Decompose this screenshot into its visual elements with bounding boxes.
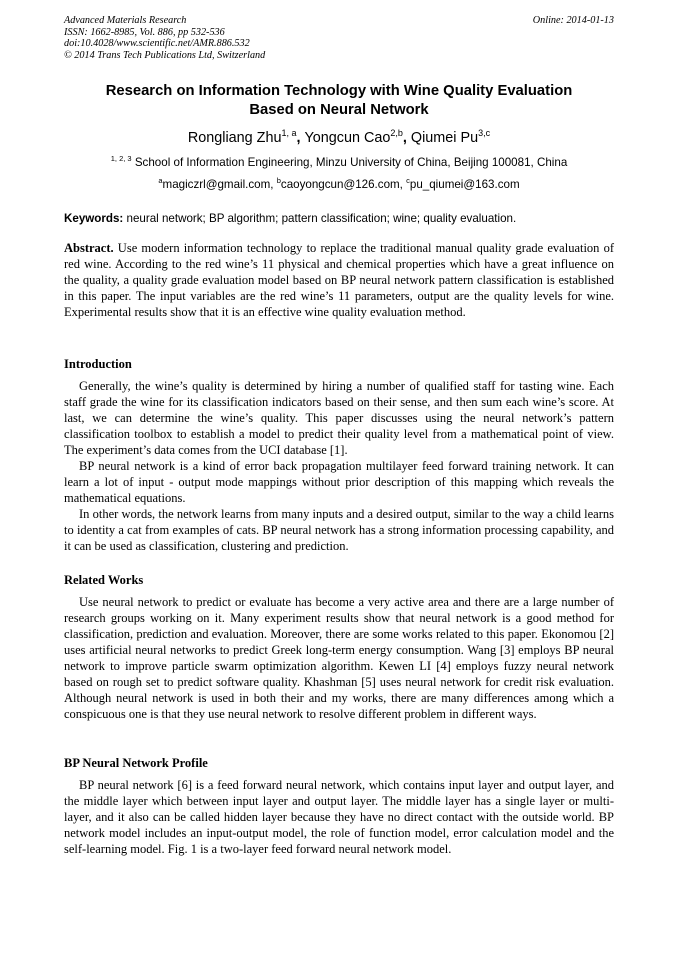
abstract-text: Use modern information technology to replace the traditional manual quality grade evaluation of red wine. According to the red wine’s 11 physical and chemical properties which have a great influence on the quality, a quality grade evaluation model based on BP neural network pattern classification is established in this paper. The input variables are the red wine’s 11 parameters, output are the quality levels for wine. Experimental results show that it is an effective wine quality evaluation method.	[64, 241, 614, 319]
journal-copyright: © 2014 Trans Tech Publications Ltd, Switzerland	[64, 49, 266, 61]
affiliation	[40, 156, 638, 170]
paper-title-line-1: Research on Information Technology with Wine Quality Evaluation	[105, 83, 573, 99]
email-address: pu_qiumei@163.com	[409, 178, 520, 191]
keywords-text: neural network; BP algorithm; pattern classification; wine; quality evaluation.	[126, 212, 517, 225]
paragraph: BP neural network [6] is a feed forward neural network, which contains input layer and output layer, and the middle layer which between input layer and output layer. The middle layer has a single layer or multi-layer, and it also can be called hidden layer because they have no direct contact with the outside world. BP network model includes an input-output model, the role of function model, error calculation model and the self-learning model. Fig. 1 is a two-layer feed forward neural network model.	[64, 778, 614, 856]
email-mark: a	[158, 176, 163, 185]
section-introduction	[64, 378, 614, 554]
email-list	[40, 178, 638, 192]
author-affiliation-mark: 2,b	[390, 128, 403, 138]
section-related-works	[64, 594, 614, 722]
paragraph: BP neural network is a kind of error back propagation multilayer feed forward training network. It can learn a lot of input - output mode mappings without prior description of this mapping which reveals the mathematical equations.	[64, 459, 614, 505]
journal-doi: doi:10.4028/www.scientific.net/AMR.886.532	[64, 38, 250, 50]
paragraph: Generally, the wine’s quality is determined by hiring a number of qualified staff for tasting wine. Each staff grade the wine for its classification indicators based on their sense, and then sum each wine’s score. At last, we can determine the wine’s quality. This paper discusses using the neural network’s pattern classification toolbox to establish a model to predict their quality level from a mathematical point of view. The experiment’s data comes from the UCI database [1].	[64, 379, 614, 457]
author-name: Qiumei Pu	[410, 130, 479, 146]
keywords	[64, 212, 616, 226]
keywords-label: Keywords:	[64, 212, 124, 225]
section-heading-introduction: Introduction	[64, 357, 132, 371]
paragraph: In other words, the network learns from many inputs and a desired output, similar to the way a child learns to identity a cat from examples of cats. BP neural network has a strong information processing capability, and it can be used as classification, clustering and prediction.	[64, 507, 614, 553]
journal-issn: ISSN: 1662-8985, Vol. 886, pp 532-536	[64, 26, 225, 38]
paragraph: Use neural network to predict or evaluate has become a very active area and there are a large number of research groups working on it. Many experiment results show that neural network is a good method for classification, prediction and evaluation. Moreover, there are some works related to this paper. Ekonomou [2] uses artificial neural networks to predict Greek long-term energy consumption. Wang [3] employs BP neural network to improve particle swarm optimization algorithm. Kewen LI [4] employs fuzzy neural network based on rough set to predict software quality. Khashman [5] uses neural network for credit risk evaluation. Although neural network is used in both their and my works, there are many differences among which a conspicuous one is that they use neural network to resolve different problem in different ways.	[64, 595, 614, 721]
author-name: Rongliang Zhu	[187, 130, 282, 146]
author-affiliation-mark: 3,c	[478, 128, 491, 138]
email-mark: b	[276, 176, 281, 185]
online-date	[533, 15, 614, 27]
paper-title-line-2: Based on Neural Network	[249, 102, 429, 118]
abstract	[64, 240, 614, 320]
author-list: Rongliang Zhu$^{1, a}$, Yongcun Cao$^{2,b}$, Qiumei Pu$^{3,c}$	[187, 128, 491, 146]
journal-name: Advanced Materials Research	[64, 15, 187, 26]
email-mark: c	[406, 176, 410, 185]
author-affiliation-mark: 1, a	[281, 128, 297, 138]
section-bp-profile	[64, 777, 614, 857]
section-heading-related-works: Related Works	[64, 573, 144, 587]
journal-header	[64, 15, 265, 61]
author-name: Yongcun Cao	[304, 130, 391, 146]
email-address: caoyongcun@126.com,	[280, 178, 403, 191]
online-date-text: Online: 2014-01-13	[532, 15, 614, 26]
email-address: magiczrl@gmail.com,	[162, 178, 274, 191]
affiliation-mark: 1, 2, 3	[110, 154, 132, 163]
paper-title	[40, 82, 638, 120]
affiliation-text: School of Information Engineering, Minzu University of China, Beijing 100081, China	[134, 156, 568, 169]
abstract-label: Abstract.	[64, 241, 114, 255]
section-heading-bp-profile: BP Neural Network Profile	[64, 756, 208, 770]
